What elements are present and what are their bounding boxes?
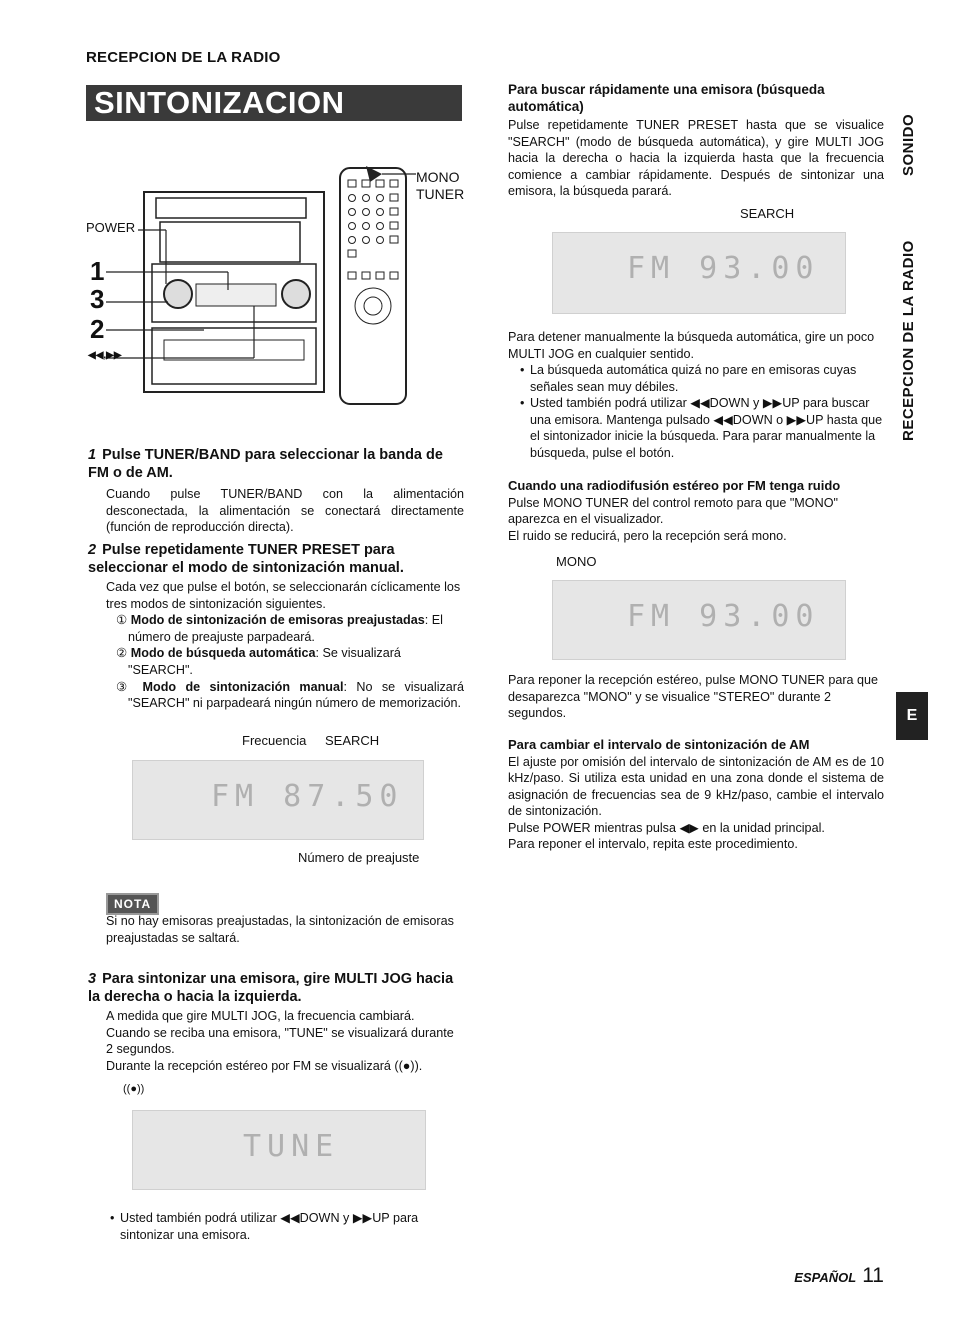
step-2 <box>88 541 464 712</box>
side-tab-sonido: SONIDO <box>900 113 917 176</box>
display-readout: FM 93.00 <box>627 599 820 634</box>
callout-2: 2 <box>90 314 105 344</box>
mode-list <box>116 612 464 712</box>
mono-display-caption: MONO <box>556 554 597 569</box>
search-bullets: • La búsqueda automática quizá no pare en emisoras cuyas señales sean muy débiles. • Usted también podrá utilizar ◀◀DOWN y ▶▶UP para buscar una emisora. Mantenga pulsado ◀◀DOWN o ▶▶UP hasta que el sintonizador inicie la búsqueda. Para parar manualmente la búsqueda, pulse el botón. <box>518 362 884 462</box>
noise-body-1: Pulse MONO TUNER del control remoto para que "MONO" aparezca en el visualizador. <box>508 495 838 527</box>
search-caption: SEARCH <box>325 733 380 748</box>
frequency-caption: Frecuencia <box>242 733 307 748</box>
display-panel-preset <box>132 760 424 840</box>
search-display-caption: SEARCH <box>740 206 795 221</box>
tuner-label: TUNER <box>416 186 465 202</box>
noise-body-2: El ruido se reducirá, pero la recepción será mono. <box>508 528 787 543</box>
noise-section <box>508 478 886 544</box>
unit-figure <box>86 160 466 412</box>
display-readout: TUNE <box>243 1129 340 1164</box>
nota-badge: NOTA <box>106 893 159 915</box>
callout-1: 1 <box>90 256 105 286</box>
side-tab-recepcion: RECEPCION DE LA RADIO <box>900 240 917 441</box>
step-2-heading: 2 Pulse repetidamente TUNER PRESET para seleccionar el modo de sintonización manual. <box>88 542 404 576</box>
display-readout: FM 93.00 <box>627 251 820 286</box>
page-title: SINTONIZACION MANUAL <box>86 85 462 121</box>
display-panel-search <box>552 232 846 314</box>
step-3-bullet: • Usted también podrá utilizar ◀◀DOWN y ▶▶UP para sintonizar una emisora. <box>108 1210 464 1243</box>
mode-item: ② Modo de búsqueda automática: Se visualizará "SEARCH". <box>116 646 401 677</box>
display-readout: FM 87.50 <box>211 779 404 814</box>
stereo-unit-illustration <box>86 160 466 412</box>
am-heading: Para cambiar el intervalo de sintonización de AM <box>508 737 810 752</box>
noise-heading: Cuando una radiodifusión estéreo por FM tenga ruido <box>508 478 841 493</box>
callout-3: 3 <box>90 284 105 314</box>
step-3 <box>88 970 464 1074</box>
callout-skip: ◀◀,▶▶ <box>88 350 122 361</box>
stop-search-text: Para detener manualmente la búsqueda automática, gire un poco MULTI JOG en cualquier sentido. <box>508 330 875 361</box>
search-body: Pulse repetidamente TUNER PRESET hasta que se visualice "SEARCH" (modo de búsqueda automática), y gire MULTI JOG hacia la derecha o hacia la izquierda hasta que la frecuencia comience a cambiar rápidamente. Después de sintonizar una emisora, la búsqueda parará. <box>508 118 884 199</box>
mono-label: MONO <box>416 169 460 185</box>
step-1-body: Cuando pulse TUNER/BAND con la alimentación desconectada, la alimentación se conectará directamente (función de reproducción directa). <box>106 487 464 535</box>
am-body-1: El ajuste por omisión del intervalo de sintonización de AM es de 10 kHz/paso. Si utiliza esta unidad en una zona donde el sistema de asignación de frecuencias sea de 9 kHz/paso, cambie el intervalo de sintonización. <box>508 754 884 819</box>
step-3-heading: 3 Para sintonizar una emisora, gire MULTI JOG hacia la derecha o hacia la izquierda. <box>88 971 454 1005</box>
am-section <box>508 737 884 853</box>
preset-number-caption: Número de preajuste <box>298 850 420 865</box>
step-2-body: Cada vez que pulse el botón, se seleccionarán cíclicamente los tres modos de sintonización siguientes. <box>106 580 461 611</box>
restore-stereo-text: Para reponer la recepción estéreo, pulse MONO TUNER para que desaparezca "MONO" y se visualice "STEREO" durante 2 segundos. <box>508 673 879 721</box>
power-label: POWER <box>86 220 136 235</box>
footer-language: ESPAÑOL <box>794 1270 857 1285</box>
page-number: 11 <box>862 1264 884 1287</box>
display-panel-mono <box>552 580 846 660</box>
step-3-body-3: Durante la recepción estéreo por FM se visualizará ((●)). <box>106 1058 423 1073</box>
step-1-heading: 1 Pulse TUNER/BAND para seleccionar la banda de FM o de AM. <box>88 447 443 481</box>
am-body-2: Pulse POWER mientras pulsa ◀▶ en la unidad principal. <box>508 820 825 835</box>
search-heading: Para buscar rápidamente una emisora (búsqueda automática) <box>508 82 825 114</box>
mode-item: ③ Modo de sintonización manual: No se visualizará "SEARCH" ni parpadeará ningún número de memorización. <box>116 679 464 711</box>
page-footer <box>794 1264 884 1288</box>
display-panel-tune <box>132 1110 426 1190</box>
am-body-3: Para reponer el intervalo, repita este procedimiento. <box>508 837 798 852</box>
mode-item: ① Modo de sintonización de emisoras preajustadas: El número de preajuste parpadeará. <box>116 613 443 644</box>
step-1 <box>88 446 464 536</box>
language-tab: E <box>896 692 928 740</box>
nota-text: Si no hay emisoras preajustadas, la sintonización de emisoras preajustadas se saltará. <box>106 914 454 945</box>
section-label: RECEPCION DE LA RADIO <box>86 49 281 66</box>
stereo-caption: ((●)) <box>123 1083 145 1095</box>
step-3-body-1: A medida que gire MULTI JOG, la frecuencia cambiará. <box>106 1009 415 1023</box>
search-section <box>508 82 884 200</box>
step-3-body-2: Cuando se reciba una emisora, "TUNE" se visualizará durante 2 segundos. <box>106 1025 454 1057</box>
